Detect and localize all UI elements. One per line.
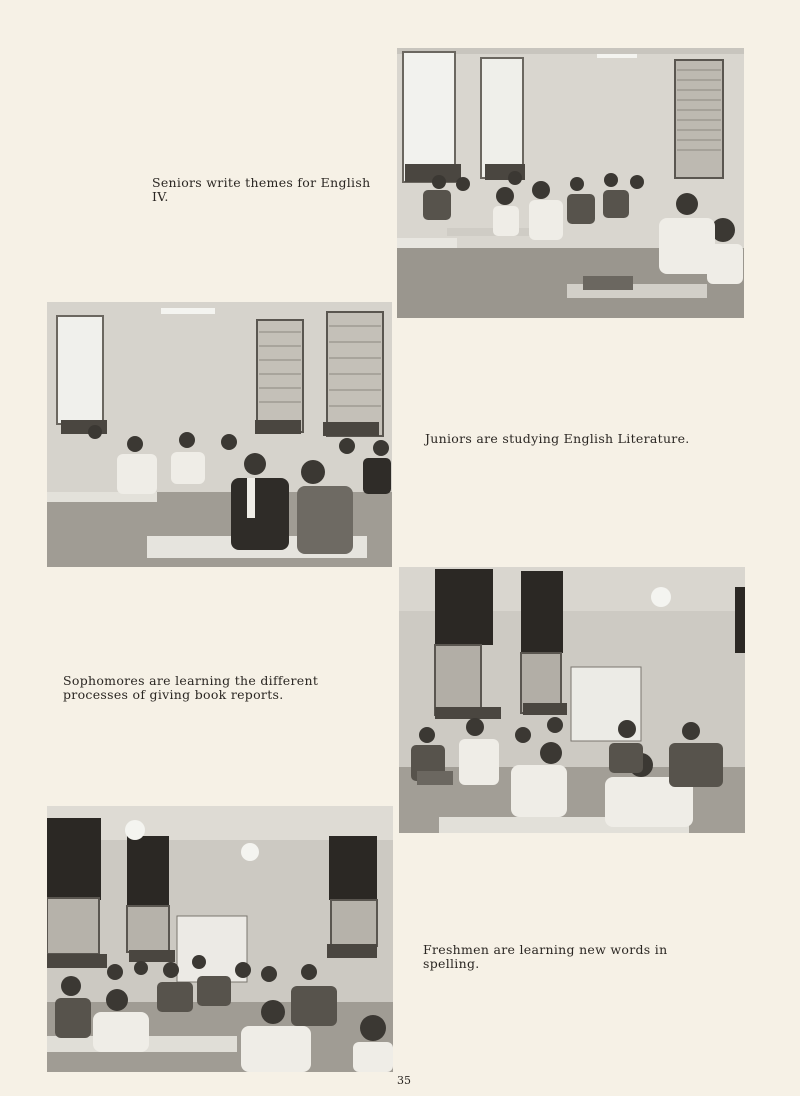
sophomores-classroom-photo [399, 567, 745, 833]
freshmen-classroom-photo [47, 806, 393, 1072]
seniors-caption: Seniors write themes for English IV. [152, 175, 371, 204]
page-number: 35 [397, 1074, 411, 1087]
sophomores-caption: Sophomores are learning the different processes of giving book reports. [63, 673, 319, 702]
juniors-caption: Juniors are studying English Literature. [425, 431, 690, 446]
seniors-classroom-photo [397, 48, 744, 318]
juniors-classroom-photo [47, 302, 392, 567]
freshmen-caption: Freshmen are learning new words in spelling. [423, 942, 668, 971]
